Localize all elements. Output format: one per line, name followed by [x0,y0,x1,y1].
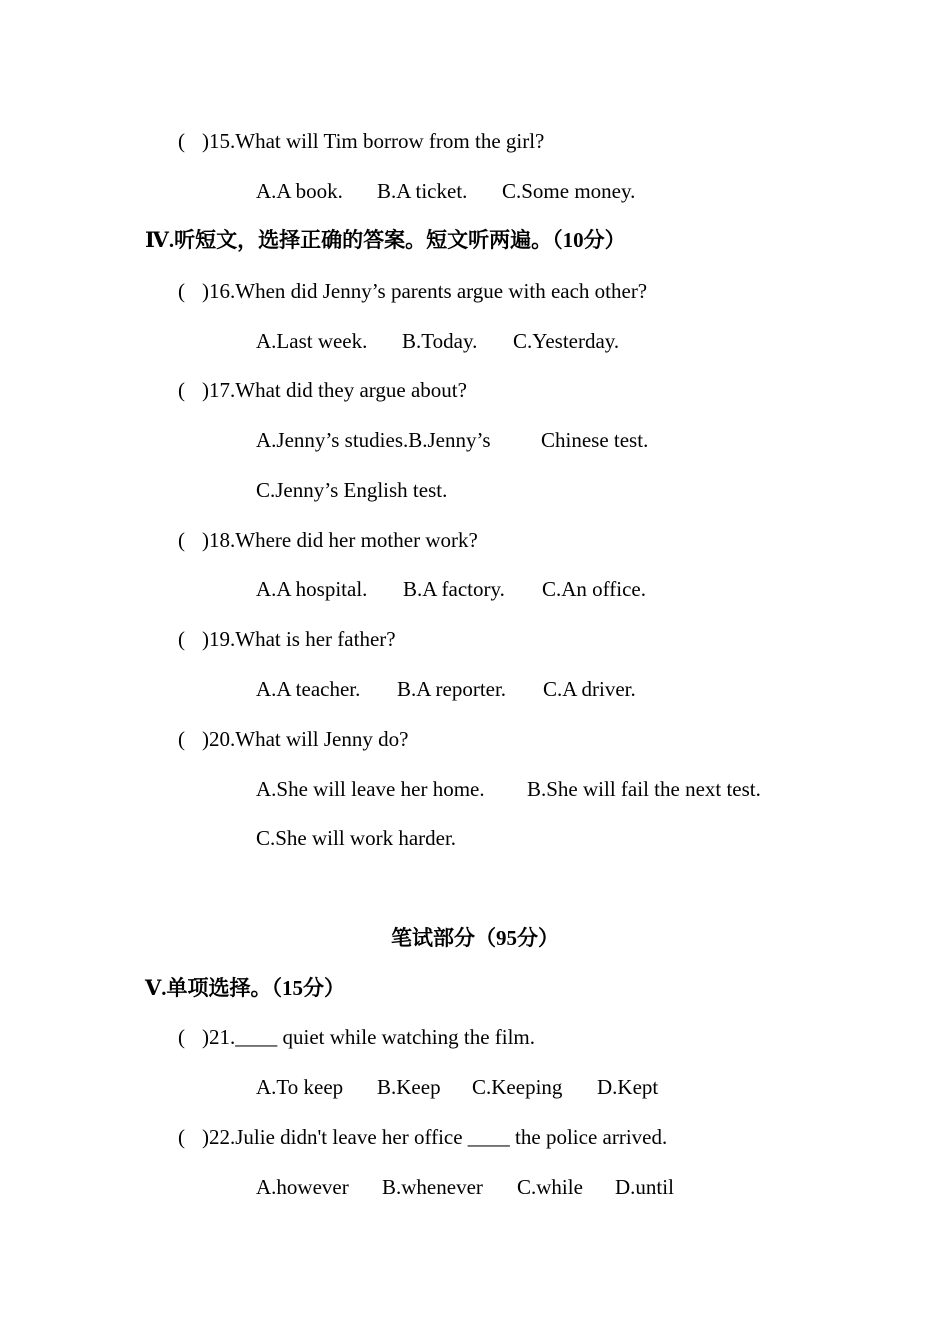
question-text: )17.What did they argue about? [202,378,467,402]
answer-paren: ( [178,627,185,651]
answer-paren: ( [178,727,185,751]
question-16-options [256,327,619,355]
option-a: A.however [256,1175,349,1199]
option-b: B.A factory. [403,577,505,601]
option-a: A.A hospital. [256,577,368,601]
option-c: C.A driver. [543,677,636,701]
option-c: C.Yesterday. [513,329,620,353]
question-text: )19.What is her father? [202,627,396,651]
question-22-options [256,1173,674,1201]
question-20-options-line-1 [256,775,761,803]
option-a: A.A book. [256,179,343,203]
question-text: )20.What will Jenny do? [202,727,409,751]
question-17 [178,376,467,404]
option-c: C.Jenny’s English test. [256,478,448,502]
question-text: )15.What will Tim borrow from the girl? [202,129,545,153]
question-text: )22.Julie didn't leave her office ____ the police arrived. [202,1125,668,1149]
option-b: B.She will fail the next test. [527,777,761,801]
option-a: A.Jenny’s studies.B.Jenny’s [256,428,491,452]
option-b: B.A ticket. [377,179,468,203]
answer-paren: ( [178,1125,185,1149]
option-b: B.A reporter. [397,677,507,701]
question-17-options-line-1 [256,426,648,454]
answer-paren: ( [178,1025,185,1049]
option-b: B.Keep [377,1075,441,1099]
question-22 [178,1123,667,1151]
question-15 [178,127,544,155]
question-19 [178,625,396,653]
section-4-heading: Ⅳ.听短文，选择正确的答案。短文听两遍。（10分） [145,228,626,252]
question-16 [178,277,647,305]
option-d: D.Kept [597,1075,659,1099]
question-18-options [256,575,646,603]
written-part-heading: 笔试部分（95分） [391,926,559,950]
option-b: Chinese test. [541,428,649,452]
option-d: D.until [615,1175,674,1199]
question-18 [178,526,478,554]
option-b: B.Today. [402,329,478,353]
answer-paren: ( [178,279,185,303]
option-a: A.She will leave her home. [256,777,485,801]
question-20 [178,725,408,753]
question-text: )18.Where did her mother work? [202,528,478,552]
question-21-options [256,1073,658,1101]
answer-paren: ( [178,378,185,402]
answer-paren: ( [178,528,185,552]
option-c: C.Keeping [472,1075,563,1099]
question-text: )21.____ quiet while watching the film. [202,1025,536,1049]
question-text: )16.When did Jenny’s parents argue with each other? [202,279,648,303]
option-c: C.An office. [542,577,647,601]
answer-paren: ( [178,129,185,153]
section-5-heading: Ⅴ.单项选择。（15分） [145,976,346,1000]
question-15-options [256,177,635,205]
option-a: A.A teacher. [256,677,361,701]
option-c: C.while [517,1175,583,1199]
question-17-options-line-2 [256,476,447,504]
option-c: C.Some money. [502,179,636,203]
question-20-options-line-2 [256,824,456,852]
option-a: A.Last week. [256,329,368,353]
question-19-options [256,675,636,703]
question-21 [178,1023,535,1051]
option-c: C.She will work harder. [256,826,457,850]
option-b: B.whenever [382,1175,483,1199]
option-a: A.To keep [256,1075,344,1099]
